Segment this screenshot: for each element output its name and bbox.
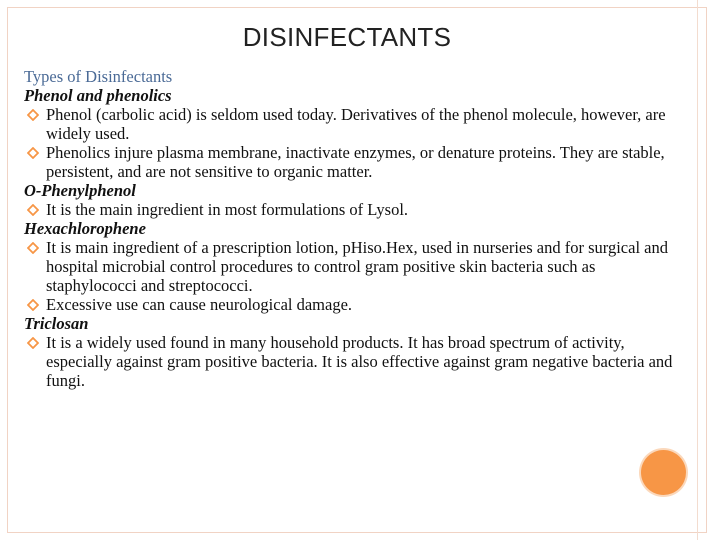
section-heading-o-phenylphenol: O-Phenylphenol <box>24 181 136 200</box>
bullet-text: It is a widely used found in many household products. It has broad spectrum of activity, especially against gram positive bacteria. It is also effective against gram negative bacteria and fungi. <box>46 333 673 390</box>
bullet-item <box>24 333 690 390</box>
hollow-diamond-bullet-icon <box>27 109 39 121</box>
slide-frame-divider <box>697 0 698 540</box>
slide-subtitle: Types of Disinfectants <box>24 67 173 86</box>
bullet-item <box>24 295 690 314</box>
section-heading-phenol: Phenol and phenolics <box>24 86 172 105</box>
section-heading-hexachlorophene: Hexachlorophene <box>24 219 146 238</box>
bullet-item <box>24 238 690 295</box>
bullet-item <box>24 143 690 181</box>
hollow-diamond-bullet-icon <box>27 299 39 311</box>
hollow-diamond-bullet-icon <box>27 242 39 254</box>
bullet-text: It is main ingredient of a prescription lotion, pHiso.Hex, used in nurseries and for surgical and hospital microbial control procedures to control gram positive skin bacteria such as staphylococci and streptococci. <box>46 238 668 295</box>
bullet-text: It is the main ingredient in most formulations of Lysol. <box>46 200 409 219</box>
slide-content <box>24 67 690 390</box>
bullet-text: Excessive use can cause neurological damage. <box>46 295 353 314</box>
decorative-circle <box>641 450 686 495</box>
bullet-item <box>24 200 690 219</box>
hollow-diamond-bullet-icon <box>27 337 39 349</box>
bullet-text: Phenol (carbolic acid) is seldom used today. Derivatives of the phenol molecule, however, are widely used. <box>46 105 666 143</box>
hollow-diamond-bullet-icon <box>27 147 39 159</box>
slide-title: DISINFECTANTS <box>242 22 452 52</box>
bullet-item <box>24 105 690 143</box>
hollow-diamond-bullet-icon <box>27 204 39 216</box>
bullet-text: Phenolics injure plasma membrane, inactivate enzymes, or denature proteins. They are stable, persistent, and are not sensitive to organic matter. <box>46 143 665 181</box>
section-heading-triclosan: Triclosan <box>24 314 89 333</box>
